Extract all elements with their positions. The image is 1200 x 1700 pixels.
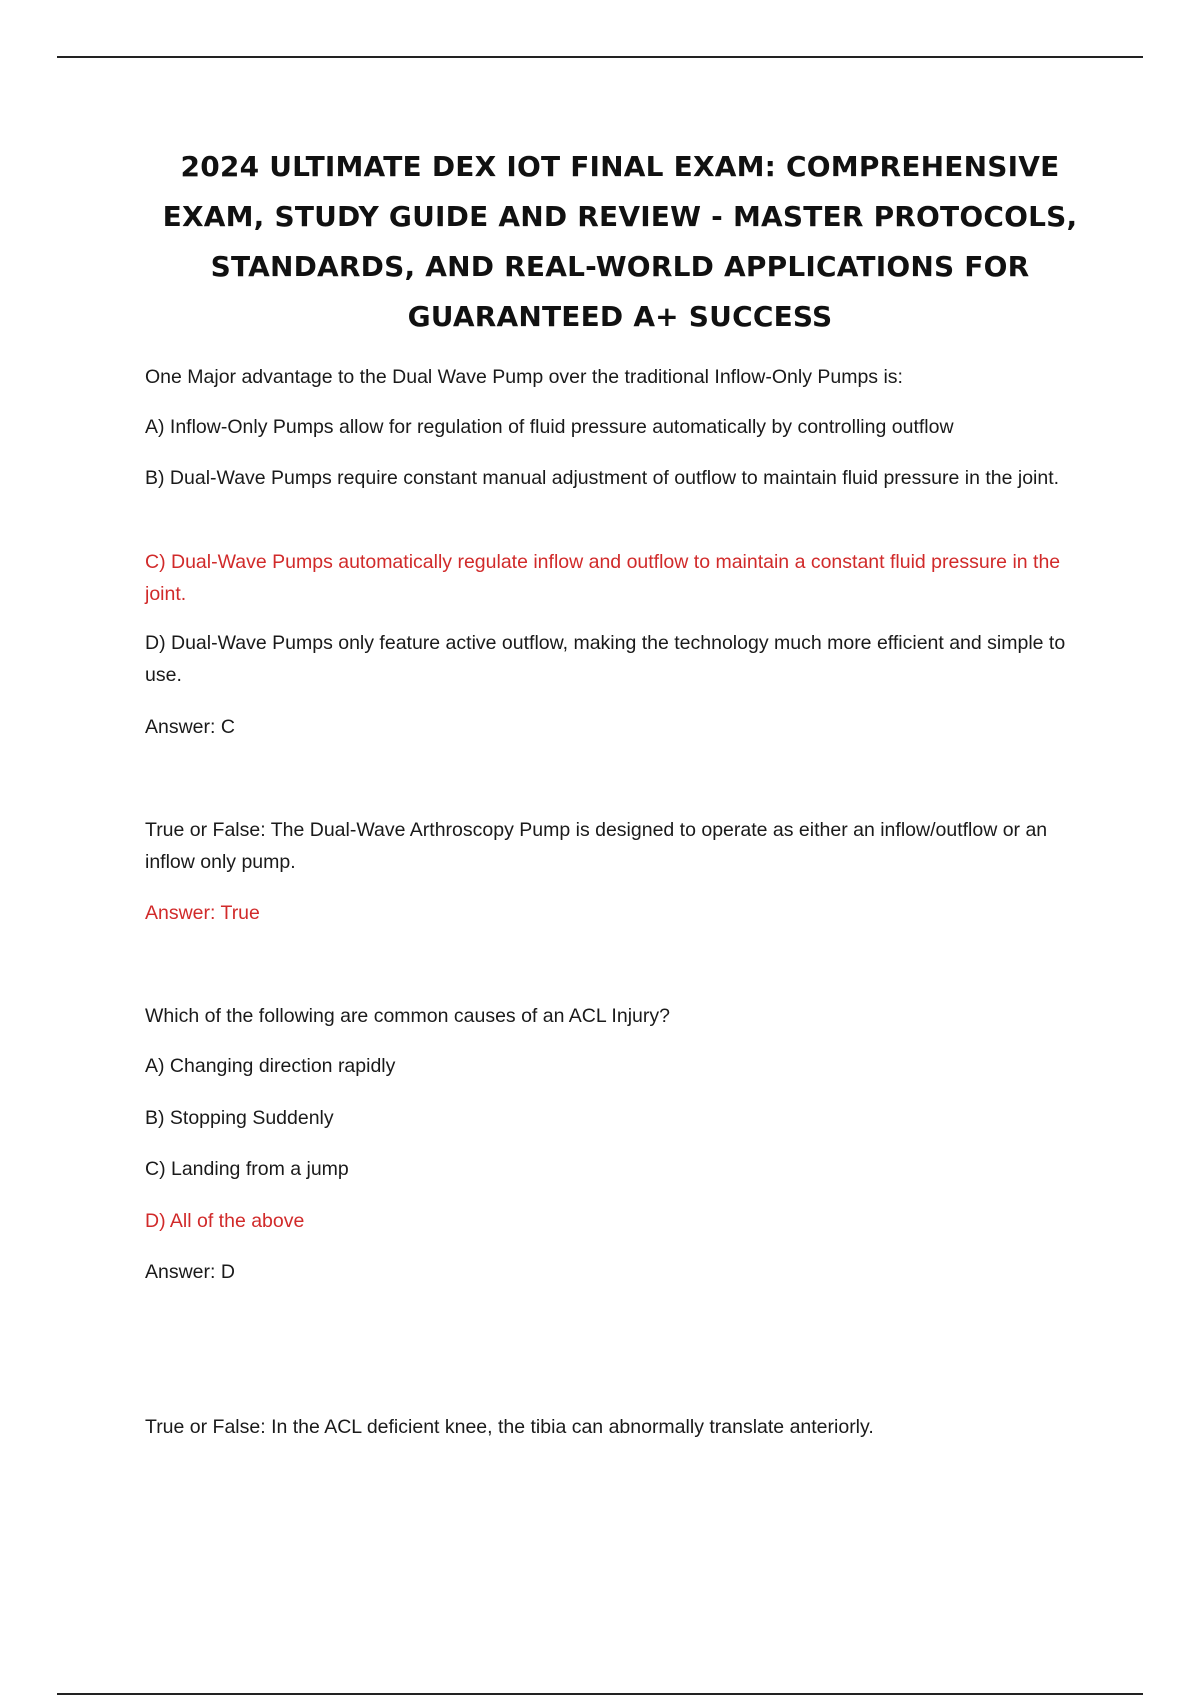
bottom-divider — [57, 1693, 1143, 1695]
question-3-option-b: B) Stopping Suddenly — [145, 1107, 334, 1129]
question-3-answer: Answer: D — [145, 1261, 235, 1283]
question-1-text: One Major advantage to the Dual Wave Pump over the traditional Inflow-Only Pumps is: — [145, 366, 903, 388]
document-title: 2024 ULTIMATE DEX IOT FINAL EXAM: COMPREHENSIVE EXAM, STUDY GUIDE AND REVIEW - MASTER PROTOCOLS, STANDARDS, AND REAL-WORLD APPLICATIONS FOR GUARANTEED A+ SUCCESS — [162, 150, 1078, 333]
question-1-option-c-correct: C) Dual-Wave Pumps automatically regulate inflow and outflow to maintain a constant fluid pressure in the joint. — [145, 551, 1061, 605]
question-2-text: True or False: The Dual-Wave Arthroscopy Pump is designed to operate as either an inflow/outflow or an inflow only pump. — [145, 819, 1048, 873]
question-3-option-d-correct: D) All of the above — [145, 1210, 305, 1232]
question-1-option-d: D) Dual-Wave Pumps only feature active outflow, making the technology much more efficient and simple to use. — [145, 632, 1066, 686]
question-1-answer: Answer: C — [145, 716, 235, 738]
question-3-option-c: C) Landing from a jump — [145, 1158, 349, 1180]
question-1-option-b: B) Dual-Wave Pumps require constant manual adjustment of outflow to maintain fluid pressure in the joint. — [145, 467, 1060, 489]
question-3-option-a: A) Changing direction rapidly — [145, 1055, 396, 1077]
question-3-text: Which of the following are common causes of an ACL Injury? — [145, 1005, 670, 1027]
question-4-text: True or False: In the ACL deficient knee, the tibia can abnormally translate anteriorly. — [145, 1416, 874, 1438]
question-1-option-a: A) Inflow-Only Pumps allow for regulation of fluid pressure automatically by controlling outflow — [145, 416, 954, 438]
top-divider — [57, 56, 1143, 58]
question-2-answer-correct: Answer: True — [145, 902, 260, 924]
